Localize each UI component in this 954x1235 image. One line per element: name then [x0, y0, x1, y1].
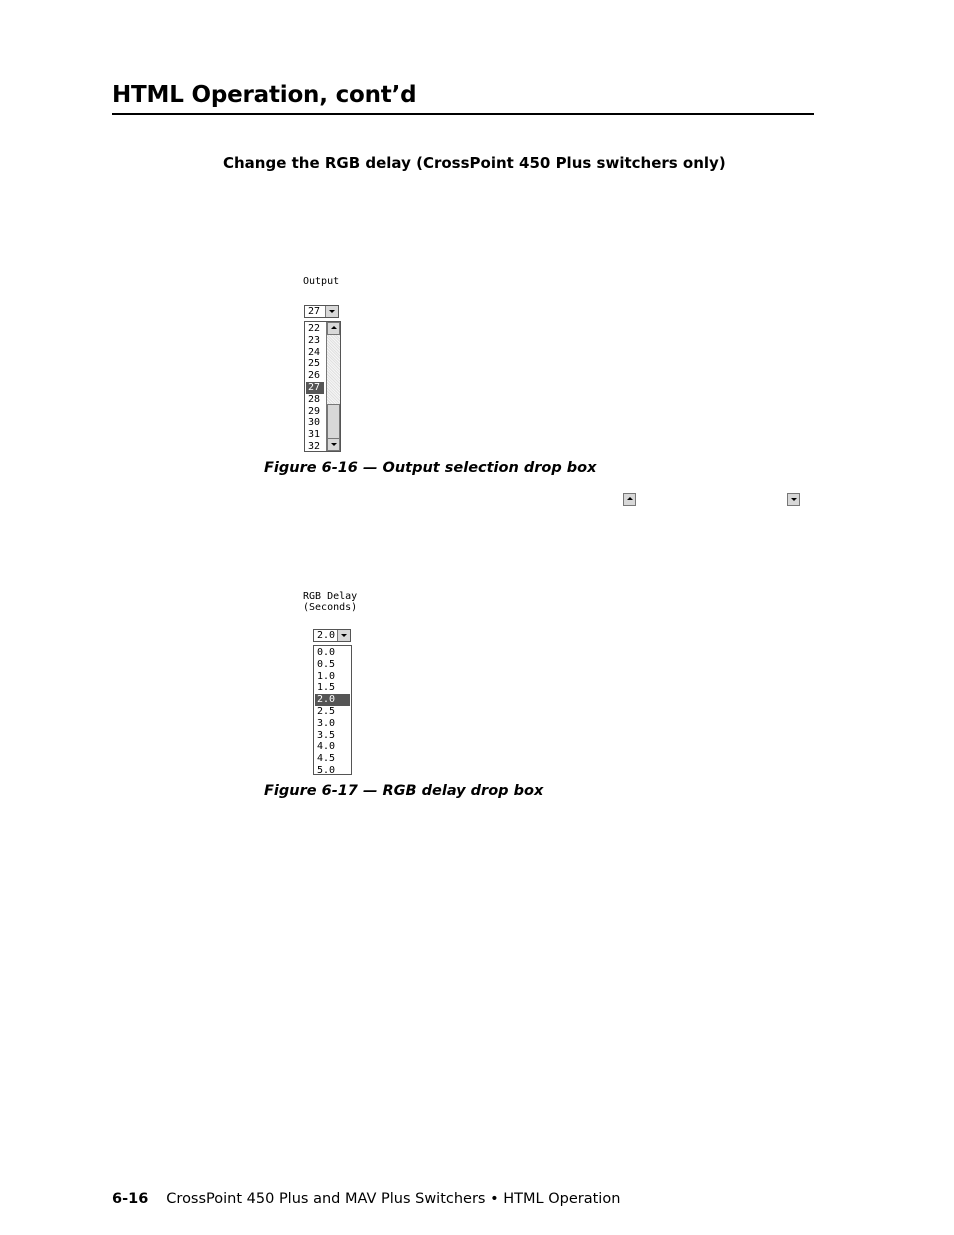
list-item[interactable]: 2.0 — [315, 694, 350, 706]
list-item[interactable]: 3.5 — [317, 729, 336, 741]
scroll-up-button[interactable] — [327, 322, 340, 335]
chevron-down-icon — [341, 634, 347, 637]
list-item[interactable]: 5.0 — [317, 765, 336, 776]
arrow-up-icon — [331, 326, 337, 329]
list-item[interactable]: 32 — [308, 441, 321, 452]
list-item[interactable]: 25 — [308, 358, 321, 370]
rgb-delay-selected-value: 2.0 — [317, 630, 336, 641]
arrow-down-icon — [331, 443, 337, 446]
list-item[interactable]: 26 — [308, 370, 321, 382]
rgb-delay-dropdown-button[interactable] — [337, 630, 350, 641]
list-item[interactable]: 29 — [308, 405, 321, 417]
list-item[interactable]: 0.0 — [317, 647, 336, 658]
list-item[interactable]: 30 — [308, 417, 321, 429]
list-item[interactable]: 4.5 — [317, 753, 336, 765]
output-select[interactable] — [304, 305, 339, 318]
arrow-down-icon — [791, 498, 797, 501]
rgb-delay-units-label: (Seconds) — [303, 602, 358, 613]
arrow-up-icon — [627, 497, 633, 500]
scroll-down-button[interactable] — [327, 438, 340, 451]
list-item[interactable]: 31 — [308, 429, 321, 441]
scroll-down-arrow-icon — [787, 493, 800, 506]
figure-17-caption: Figure 6-17 — RGB delay drop box — [264, 783, 544, 799]
scroll-up-arrow-icon — [623, 493, 636, 506]
output-dropdown-button[interactable] — [325, 306, 338, 317]
rgb-delay-select[interactable] — [313, 629, 351, 642]
page-number: 6-16 — [112, 1191, 149, 1207]
rgb-delay-label: RGB Delay — [303, 591, 358, 602]
list-item[interactable]: 3.0 — [317, 717, 336, 729]
footer-text: CrossPoint 450 Plus and MAV Plus Switchers • HTML Operation — [166, 1191, 621, 1207]
rgb-delay-listbox[interactable] — [313, 645, 352, 775]
list-item[interactable]: 27 — [306, 382, 324, 394]
output-label: Output — [303, 276, 340, 287]
list-item[interactable]: 24 — [308, 346, 321, 358]
output-listbox[interactable] — [304, 321, 341, 452]
output-scrollbar[interactable] — [326, 322, 340, 451]
output-selected-value: 27 — [308, 306, 321, 317]
list-item[interactable]: 23 — [308, 334, 321, 346]
figure-16-caption: Figure 6-16 — Output selection drop box — [264, 460, 597, 476]
list-item[interactable]: 4.0 — [317, 741, 336, 753]
list-item[interactable]: 28 — [308, 393, 321, 405]
list-item[interactable]: 2.5 — [317, 706, 336, 717]
list-item[interactable]: 1.5 — [317, 682, 336, 694]
list-item[interactable]: 1.0 — [317, 670, 336, 682]
page-footer — [112, 1191, 620, 1207]
list-item[interactable]: 0.5 — [317, 658, 336, 670]
section-heading: Change the RGB delay (CrossPoint 450 Plus switchers only) — [223, 154, 726, 172]
chevron-down-icon — [329, 310, 335, 313]
list-item[interactable]: 22 — [308, 323, 321, 334]
header-rule — [112, 113, 814, 115]
page-header-title: HTML Operation, cont’d — [112, 82, 417, 108]
